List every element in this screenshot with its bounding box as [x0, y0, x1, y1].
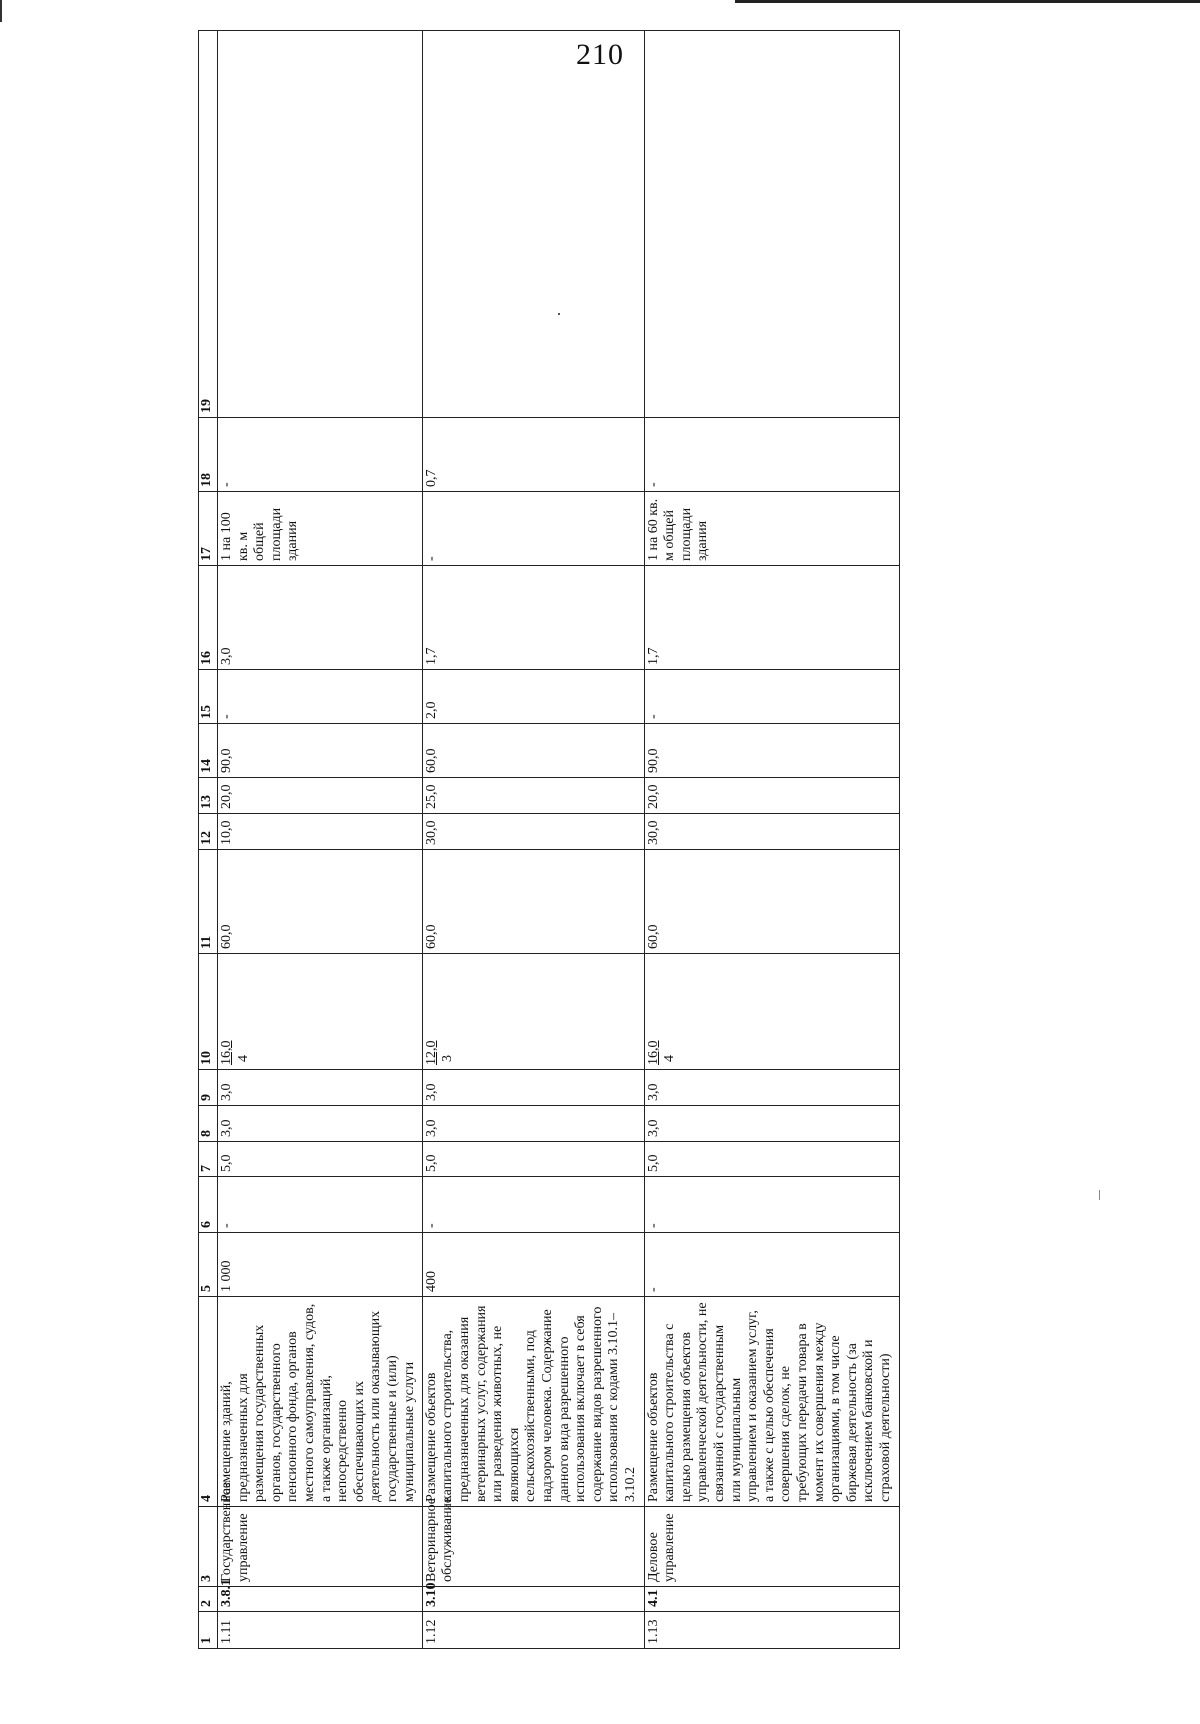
cell-15: - — [218, 670, 423, 724]
cell-8: 3,0 — [644, 1106, 899, 1142]
left-edge-mark — [0, 0, 2, 22]
header-row — [199, 31, 218, 1649]
cell-15: 2,0 — [422, 670, 644, 724]
cell-13: 25,0 — [422, 778, 644, 814]
cell-10-numerator: 16,0 — [219, 1040, 234, 1065]
cell-10 — [422, 954, 644, 1070]
col-header-3: 3 — [199, 1507, 218, 1587]
col-header-19: 19 — [199, 31, 218, 418]
col-header-2: 2 — [199, 1587, 218, 1612]
table-row — [644, 31, 899, 1649]
scan-mark — [1099, 1190, 1100, 1200]
col-header-6: 6 — [199, 1177, 218, 1233]
row-number: 1.12 — [422, 1612, 644, 1649]
cell-19 — [422, 31, 644, 418]
cell-7: 5,0 — [218, 1142, 423, 1177]
col-header-18: 18 — [199, 418, 218, 492]
cell-7: 5,0 — [644, 1142, 899, 1177]
table-row — [422, 31, 644, 1649]
col-header-7: 7 — [199, 1142, 218, 1177]
col-header-15: 15 — [199, 670, 218, 724]
cell-9: 3,0 — [644, 1070, 899, 1106]
cell-8: 3,0 — [218, 1106, 423, 1142]
cell-12: 30,0 — [644, 814, 899, 850]
cell-10-numerator: 12,0 — [423, 1040, 439, 1065]
land-use-description: Размещение зданий, предназначенных для размещения государственных органов, государственного пенсионного фонда, органов местного самоуправления, судов, а также организаций, непосредственно обеспечивающих их деятельность или оказывающих государственные и (или) муниципальные услуги — [218, 1297, 423, 1507]
cell-5: 1 000 — [218, 1233, 423, 1297]
land-use-code: 3.8.1 — [218, 1587, 423, 1612]
row-number: 1.13 — [644, 1612, 899, 1649]
land-use-name: Ветеринарное обслуживание — [422, 1507, 644, 1587]
cell-13: 20,0 — [644, 778, 899, 814]
zoning-table — [198, 111, 900, 1649]
cell-11: 60,0 — [644, 850, 899, 954]
land-use-description: Размещение объектов капитального строительства, предназначенных для оказания ветеринарных услуг, содержания или разведения животных, не являющихся сельскохозяйственными, под надзором человека. Содержание данного вида разрешенного использования включает в себя содержание видов разрешенного использования с кодами 3.10.1–3.10.2 — [422, 1297, 644, 1507]
cell-12: 30,0 — [422, 814, 644, 850]
col-header-12: 12 — [199, 814, 218, 850]
land-use-code: 3.10 — [422, 1587, 644, 1612]
cell-11: 60,0 — [422, 850, 644, 954]
col-header-5: 5 — [199, 1233, 218, 1297]
cell-19 — [218, 31, 423, 418]
col-header-10: 10 — [199, 954, 218, 1070]
cell-6: - — [422, 1177, 644, 1233]
cell-10-denominator: 4 — [662, 1055, 678, 1062]
cell-10 — [644, 954, 899, 1070]
cell-17: - — [422, 492, 644, 566]
cell-5: - — [644, 1233, 899, 1297]
col-header-17: 17 — [199, 492, 218, 566]
cell-16: 1,7 — [644, 566, 899, 670]
row-number: 1.11 — [218, 1612, 423, 1649]
land-use-table — [198, 30, 900, 1649]
cell-13: 20,0 — [218, 778, 423, 814]
cell-6: - — [644, 1177, 899, 1233]
top-border-line — [735, 0, 1200, 3]
cell-16: 3,0 — [218, 566, 423, 670]
cell-8: 3,0 — [422, 1106, 644, 1142]
cell-16: 1,7 — [422, 566, 644, 670]
cell-10 — [218, 954, 423, 1070]
cell-12: 10,0 — [218, 814, 423, 850]
rotated-table-wrapper — [198, 111, 900, 1649]
cell-9: 3,0 — [218, 1070, 423, 1106]
cell-5: 400 — [422, 1233, 644, 1297]
cell-9: 3,0 — [422, 1070, 644, 1106]
cell-7: 5,0 — [422, 1142, 644, 1177]
cell-10-numerator: 16,0 — [645, 1040, 661, 1065]
col-header-13: 13 — [199, 778, 218, 814]
cell-14: 60,0 — [422, 724, 644, 778]
scan-speck — [558, 313, 560, 315]
cell-17: 1 на 100 кв. м общей площади здания — [218, 492, 423, 566]
land-use-code: 4.1 — [644, 1587, 899, 1612]
land-use-name: Государственное управление — [218, 1507, 423, 1587]
col-header-4: 4 — [199, 1297, 218, 1507]
cell-15: - — [644, 670, 899, 724]
land-use-name: Деловое управление — [644, 1507, 899, 1587]
col-header-8: 8 — [199, 1106, 218, 1142]
cell-10-denominator: 3 — [440, 1055, 456, 1062]
table-row — [218, 31, 423, 1649]
col-header-1: 1 — [199, 1612, 218, 1649]
cell-14: 90,0 — [218, 724, 423, 778]
col-header-9: 9 — [199, 1070, 218, 1106]
cell-18: 0,7 — [422, 418, 644, 492]
col-header-16: 16 — [199, 566, 218, 670]
land-use-description: Размещение объектов капитального строительства с целью размещения объектов управленческой деятельности, не связанной с государственным или муниципальным управлением и оказанием услуг, а также с целью обеспечения совершения сделок, не требующих передачи товара в момент их совершения между организациями, в том числе биржевая деятельность (за исключением банковской и страховой деятельности) — [644, 1297, 899, 1507]
cell-11: 60,0 — [218, 850, 423, 954]
cell-10-denominator: 4 — [235, 1055, 251, 1062]
col-header-14: 14 — [199, 724, 218, 778]
col-header-11: 11 — [199, 850, 218, 954]
cell-18: - — [218, 418, 423, 492]
cell-17: 1 на 60 кв. м общей площади здания — [644, 492, 899, 566]
cell-18: - — [644, 418, 899, 492]
cell-14: 90,0 — [644, 724, 899, 778]
cell-6: - — [218, 1177, 423, 1233]
cell-19 — [644, 31, 899, 418]
page-number: 210 — [576, 38, 624, 71]
